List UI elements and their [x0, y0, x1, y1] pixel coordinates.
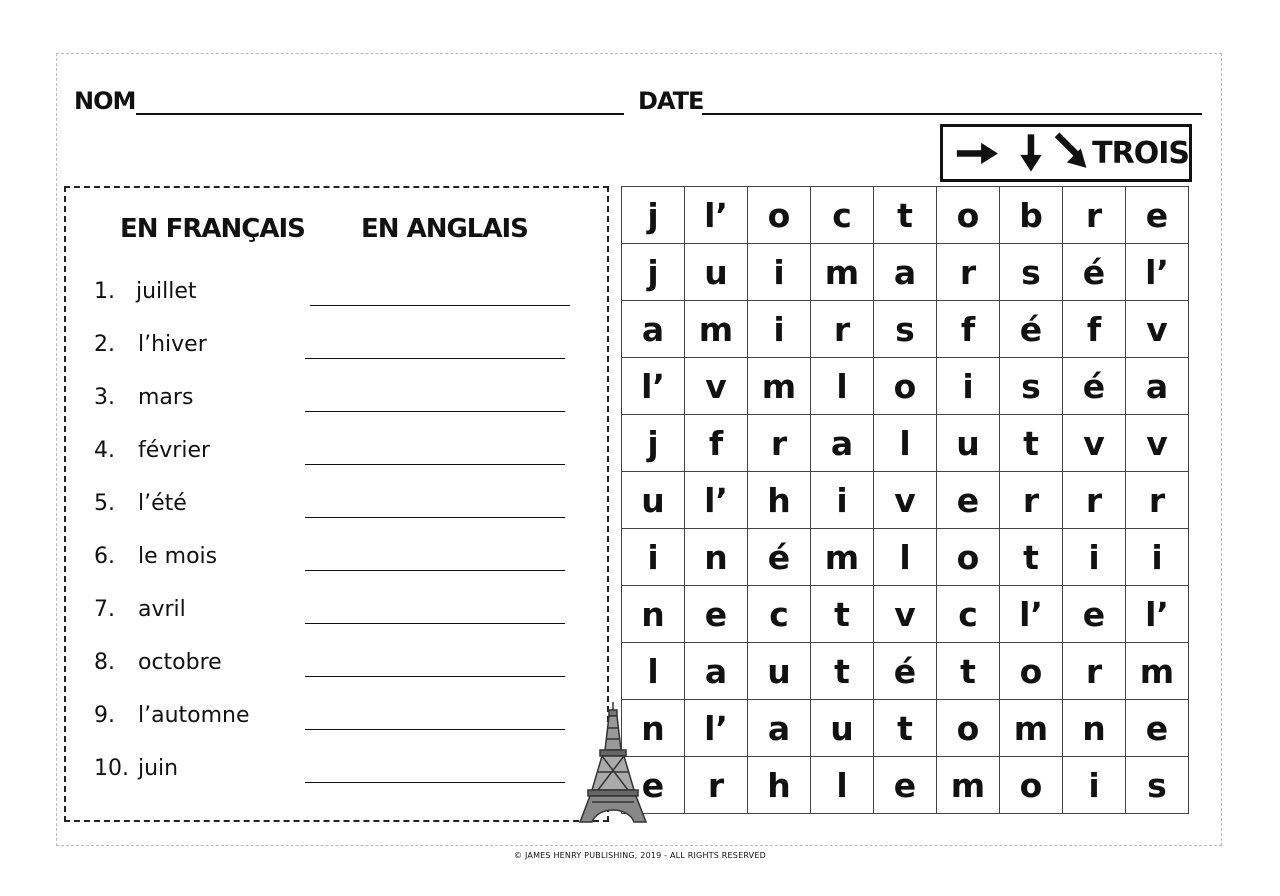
grid-cell[interactable]: a	[874, 244, 937, 301]
vocab-number: 6.	[94, 544, 115, 569]
grid-cell[interactable]: v	[1126, 415, 1189, 472]
vocab-word: février	[138, 438, 211, 463]
grid-cell[interactable]: r	[1063, 643, 1126, 700]
answer-line[interactable]	[305, 517, 565, 518]
grid-cell[interactable]: r	[748, 415, 811, 472]
grid-cell[interactable]: s	[874, 301, 937, 358]
vocab-item	[0, 756, 600, 796]
grid-cell[interactable]: m	[811, 529, 874, 586]
vocab-item	[0, 385, 600, 425]
grid-cell[interactable]: n	[1063, 700, 1126, 757]
grid-cell[interactable]: t	[937, 643, 1000, 700]
grid-cell[interactable]: a	[748, 700, 811, 757]
grid-cell[interactable]: a	[811, 415, 874, 472]
grid-cell[interactable]: i	[748, 244, 811, 301]
grid-cell[interactable]: r	[1063, 187, 1126, 244]
grid-cell[interactable]: t	[874, 187, 937, 244]
grid-cell[interactable]: l’	[1126, 244, 1189, 301]
grid-row	[622, 472, 1189, 529]
copyright: © JAMES HENRY PUBLISHING, 2019 - ALL RIGHTS RESERVED	[514, 851, 766, 860]
grid-cell[interactable]: v	[1063, 415, 1126, 472]
answer-line[interactable]	[305, 782, 565, 783]
grid-cell[interactable]: h	[748, 757, 811, 814]
vocab-item	[0, 332, 600, 372]
direction-arrows	[955, 131, 1090, 175]
grid-cell[interactable]: f	[685, 415, 748, 472]
grid-cell[interactable]: c	[748, 586, 811, 643]
word-search-grid	[621, 186, 1189, 814]
vocab-word: mars	[138, 385, 194, 410]
grid-cell[interactable]: m	[748, 358, 811, 415]
grid-cell[interactable]: l	[874, 415, 937, 472]
vocab-word: l’été	[138, 491, 187, 516]
vocab-word: juillet	[136, 279, 197, 304]
answer-line[interactable]	[305, 570, 565, 571]
vocab-number: 9.	[94, 703, 115, 728]
grid-cell[interactable]: é	[1063, 244, 1126, 301]
grid-cell[interactable]: o	[937, 700, 1000, 757]
grid-cell[interactable]: e	[1126, 700, 1189, 757]
grid-cell[interactable]: l	[811, 358, 874, 415]
grid-cell[interactable]: é	[1000, 301, 1063, 358]
grid-cell[interactable]: l’	[1126, 586, 1189, 643]
vocab-word: juin	[138, 756, 179, 781]
grid-cell[interactable]: m	[811, 244, 874, 301]
vocab-word: octobre	[138, 650, 222, 675]
grid-cell[interactable]: é	[874, 643, 937, 700]
arrow-right-icon	[957, 143, 998, 164]
grid-cell[interactable]: o	[874, 358, 937, 415]
directions-label: TROIS	[1092, 135, 1189, 171]
grid-cell[interactable]: e	[622, 757, 685, 814]
vocab-word: le mois	[138, 544, 218, 569]
grid-cell[interactable]: h	[748, 472, 811, 529]
vocab-number: 3.	[94, 385, 115, 410]
vocab-word: l’hiver	[138, 332, 207, 357]
answer-line[interactable]	[305, 464, 565, 465]
grid-cell[interactable]: l’	[1000, 586, 1063, 643]
eiffel-tower-icon	[578, 702, 648, 824]
grid-cell[interactable]: f	[1063, 301, 1126, 358]
grid-cell[interactable]: s	[1000, 358, 1063, 415]
grid-cell[interactable]: l’	[685, 472, 748, 529]
grid-cell[interactable]: r	[1000, 472, 1063, 529]
grid-cell[interactable]: n	[622, 700, 685, 757]
grid-row	[622, 643, 1189, 700]
grid-cell[interactable]: é	[1063, 358, 1126, 415]
name-field[interactable]	[136, 113, 624, 115]
grid-cell[interactable]: l	[874, 529, 937, 586]
grid-row	[622, 586, 1189, 643]
grid-row	[622, 244, 1189, 301]
grid-cell[interactable]: i	[811, 472, 874, 529]
vocab-number: 8.	[94, 650, 115, 675]
grid-cell[interactable]: i	[748, 301, 811, 358]
grid-row	[622, 700, 1189, 757]
answer-line[interactable]	[305, 411, 565, 412]
grid-cell[interactable]: l	[622, 643, 685, 700]
vocab-item	[0, 544, 600, 584]
answer-line[interactable]	[305, 623, 565, 624]
grid-cell[interactable]: j	[622, 415, 685, 472]
grid-cell[interactable]: i	[1063, 757, 1126, 814]
grid-cell[interactable]: v	[874, 472, 937, 529]
grid-cell[interactable]: r	[937, 244, 1000, 301]
grid-cell[interactable]: j	[622, 187, 685, 244]
answer-line[interactable]	[305, 729, 565, 730]
grid-cell[interactable]: i	[1126, 529, 1189, 586]
grid-cell[interactable]: e	[937, 472, 1000, 529]
grid-cell[interactable]: s	[1126, 757, 1189, 814]
grid-row	[622, 187, 1189, 244]
grid-cell[interactable]: m	[685, 301, 748, 358]
grid-cell[interactable]: m	[937, 757, 1000, 814]
grid-cell[interactable]: c	[937, 586, 1000, 643]
vocab-word: l’automne	[138, 703, 250, 728]
grid-cell[interactable]: c	[811, 187, 874, 244]
grid-cell[interactable]: o	[1000, 643, 1063, 700]
grid-cell[interactable]: b	[1000, 187, 1063, 244]
vocab-word: avril	[138, 597, 186, 622]
arrow-down-icon	[1020, 134, 1041, 171]
vocab-number: 5.	[94, 491, 115, 516]
answer-line[interactable]	[305, 358, 565, 359]
grid-cell[interactable]: e	[685, 586, 748, 643]
grid-cell[interactable]: v	[874, 586, 937, 643]
vocab-number: 1.	[94, 279, 115, 304]
grid-cell[interactable]: v	[1126, 301, 1189, 358]
grid-cell[interactable]: u	[622, 472, 685, 529]
grid-cell[interactable]: n	[622, 586, 685, 643]
vocab-item	[0, 703, 600, 743]
grid-cell[interactable]: i	[622, 529, 685, 586]
col-header-english: EN ANGLAIS	[361, 214, 528, 244]
grid-cell[interactable]: u	[685, 244, 748, 301]
grid-cell[interactable]: m	[1126, 643, 1189, 700]
grid-row	[622, 529, 1189, 586]
grid-cell[interactable]: n	[685, 529, 748, 586]
directions-box	[940, 124, 1192, 182]
date-label: DATE	[638, 87, 704, 115]
grid-cell[interactable]: t	[874, 700, 937, 757]
grid-cell[interactable]: i	[1063, 529, 1126, 586]
grid-cell[interactable]: a	[685, 643, 748, 700]
vocab-item	[0, 438, 600, 478]
grid-cell[interactable]: e	[1063, 586, 1126, 643]
grid-cell[interactable]: a	[622, 301, 685, 358]
grid-cell[interactable]: l’	[685, 187, 748, 244]
grid-cell[interactable]: o	[937, 529, 1000, 586]
grid-row	[622, 415, 1189, 472]
answer-line[interactable]	[310, 305, 570, 306]
date-field[interactable]	[702, 113, 1202, 115]
grid-cell[interactable]: u	[937, 415, 1000, 472]
grid-cell[interactable]: r	[1126, 472, 1189, 529]
grid-row	[622, 757, 1189, 814]
grid-cell[interactable]: r	[811, 301, 874, 358]
vocab-item	[0, 491, 600, 531]
grid-cell[interactable]: j	[622, 244, 685, 301]
grid-cell[interactable]: l	[811, 757, 874, 814]
vocab-item	[0, 650, 600, 690]
grid-cell[interactable]: s	[1000, 244, 1063, 301]
name-label: NOM	[74, 87, 136, 115]
grid-cell[interactable]: é	[748, 529, 811, 586]
grid-cell[interactable]: r	[685, 757, 748, 814]
grid-cell[interactable]: o	[937, 187, 1000, 244]
vocab-item	[0, 597, 600, 637]
grid-cell[interactable]: t	[1000, 415, 1063, 472]
grid-cell[interactable]: a	[1126, 358, 1189, 415]
vocab-number: 4.	[94, 438, 115, 463]
grid-body	[622, 187, 1189, 814]
grid-cell[interactable]: u	[811, 700, 874, 757]
grid-cell[interactable]: u	[748, 643, 811, 700]
grid-cell[interactable]: r	[1063, 472, 1126, 529]
vocab-item	[0, 279, 600, 319]
vocab-number: 10.	[94, 756, 129, 781]
grid-cell[interactable]: t	[1000, 529, 1063, 586]
answer-line[interactable]	[305, 676, 565, 677]
arrow-down-right-icon	[1055, 132, 1087, 167]
grid-cell[interactable]: f	[937, 301, 1000, 358]
grid-row	[622, 301, 1189, 358]
vocab-number: 2.	[94, 332, 115, 357]
grid-cell[interactable]: o	[748, 187, 811, 244]
grid-cell[interactable]: e	[874, 757, 937, 814]
grid-cell[interactable]: i	[937, 358, 1000, 415]
grid-cell[interactable]: t	[811, 643, 874, 700]
grid-cell[interactable]: e	[1126, 187, 1189, 244]
grid-cell[interactable]: t	[811, 586, 874, 643]
grid-cell[interactable]: o	[1000, 757, 1063, 814]
grid-cell[interactable]: m	[1000, 700, 1063, 757]
col-header-french: EN FRANÇAIS	[120, 214, 305, 244]
vocab-number: 7.	[94, 597, 115, 622]
grid-cell[interactable]: l’	[622, 358, 685, 415]
grid-row	[622, 358, 1189, 415]
grid-cell[interactable]: l’	[685, 700, 748, 757]
grid-cell[interactable]: v	[685, 358, 748, 415]
